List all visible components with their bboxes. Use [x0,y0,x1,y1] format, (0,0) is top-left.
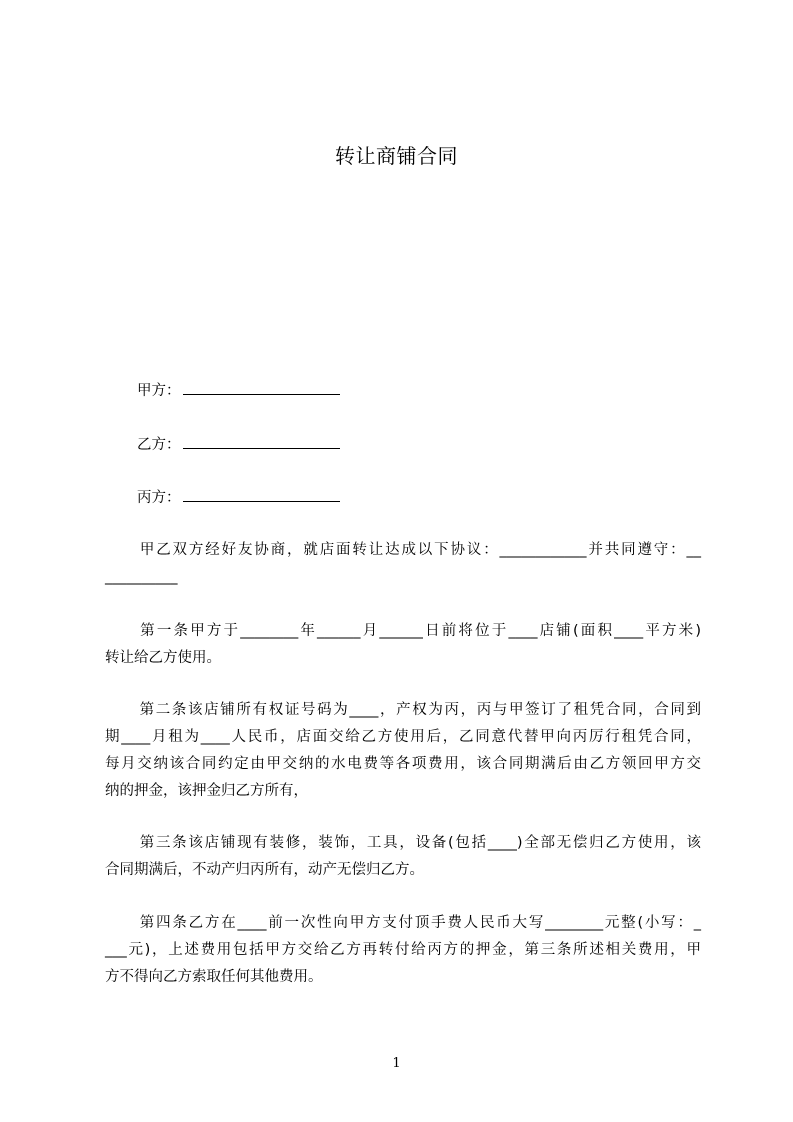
page-number: 1 [392,1056,401,1071]
article-4-paragraph [105,910,701,991]
article-3-paragraph [105,830,701,884]
document-title: 转让商铺合同 [335,144,458,168]
article-2-line-4: 纳的押金，该押金归乙方所有， [105,783,308,799]
article-4-line-3: 方不得向乙方索取任何其他费用。 [105,969,323,985]
party-b-line [137,434,340,455]
article-1-line-2: 转让给乙方使用。 [105,650,221,666]
article-3-line-1 [105,830,701,857]
article-4-line-1 [105,910,701,937]
article-4-line-2: ___元)，上述费用包括甲方交给乙方再转付给丙方的押金，第三条所述相关费用，甲 [105,942,701,958]
party-c-blank [183,487,340,502]
article-3-line-2: 合同期满后，不动产归丙所有，动产无偿归乙方。 [105,862,424,878]
article-2-line-1 [105,697,701,724]
intro-line-1 [105,537,701,564]
party-a-label: 甲方： [137,383,181,399]
article-4-text-1: 第四条乙方在____前一次性向甲方支付顶手费人民币大写________元整(小写：_ [138,915,701,931]
article-2-paragraph [105,697,701,805]
party-c-line [137,487,340,508]
article-1-text-1: 第一条甲方于________年______月______日前将位于____店铺(面积____平方米) [138,623,701,639]
article-2-text-1: 第二条该店铺所有权证号码为____，产权为丙，丙与甲签订了租凭合同，合同到 [138,702,701,718]
article-2-line-2: 期____月租为____人民币，店面交给乙方使用后，乙同意代替甲向丙厉行租凭合同， [105,729,701,745]
article-2-line-3: 每月交纳该合同约定由甲交纳的水电费等各项费用，该合同期满后由乙方领回甲方交 [105,756,701,772]
intro-text-1: 甲乙双方经好友协商，就店面转让达成以下协议：____________并共同遵守：__ [138,542,701,558]
intro-line-2: __________ [105,569,178,585]
intro-paragraph [105,537,701,591]
party-a-line [137,380,340,401]
party-b-blank [183,434,340,449]
article-3-text-1: 第三条该店铺现有装修，装饰，工具，设备(包括____)全部无偿归乙方使用，该 [138,835,701,851]
article-1-paragraph [105,618,701,672]
article-1-line-1 [105,618,701,645]
party-b-label: 乙方： [137,437,181,453]
party-a-blank [183,380,340,395]
party-c-label: 丙方： [137,490,181,506]
